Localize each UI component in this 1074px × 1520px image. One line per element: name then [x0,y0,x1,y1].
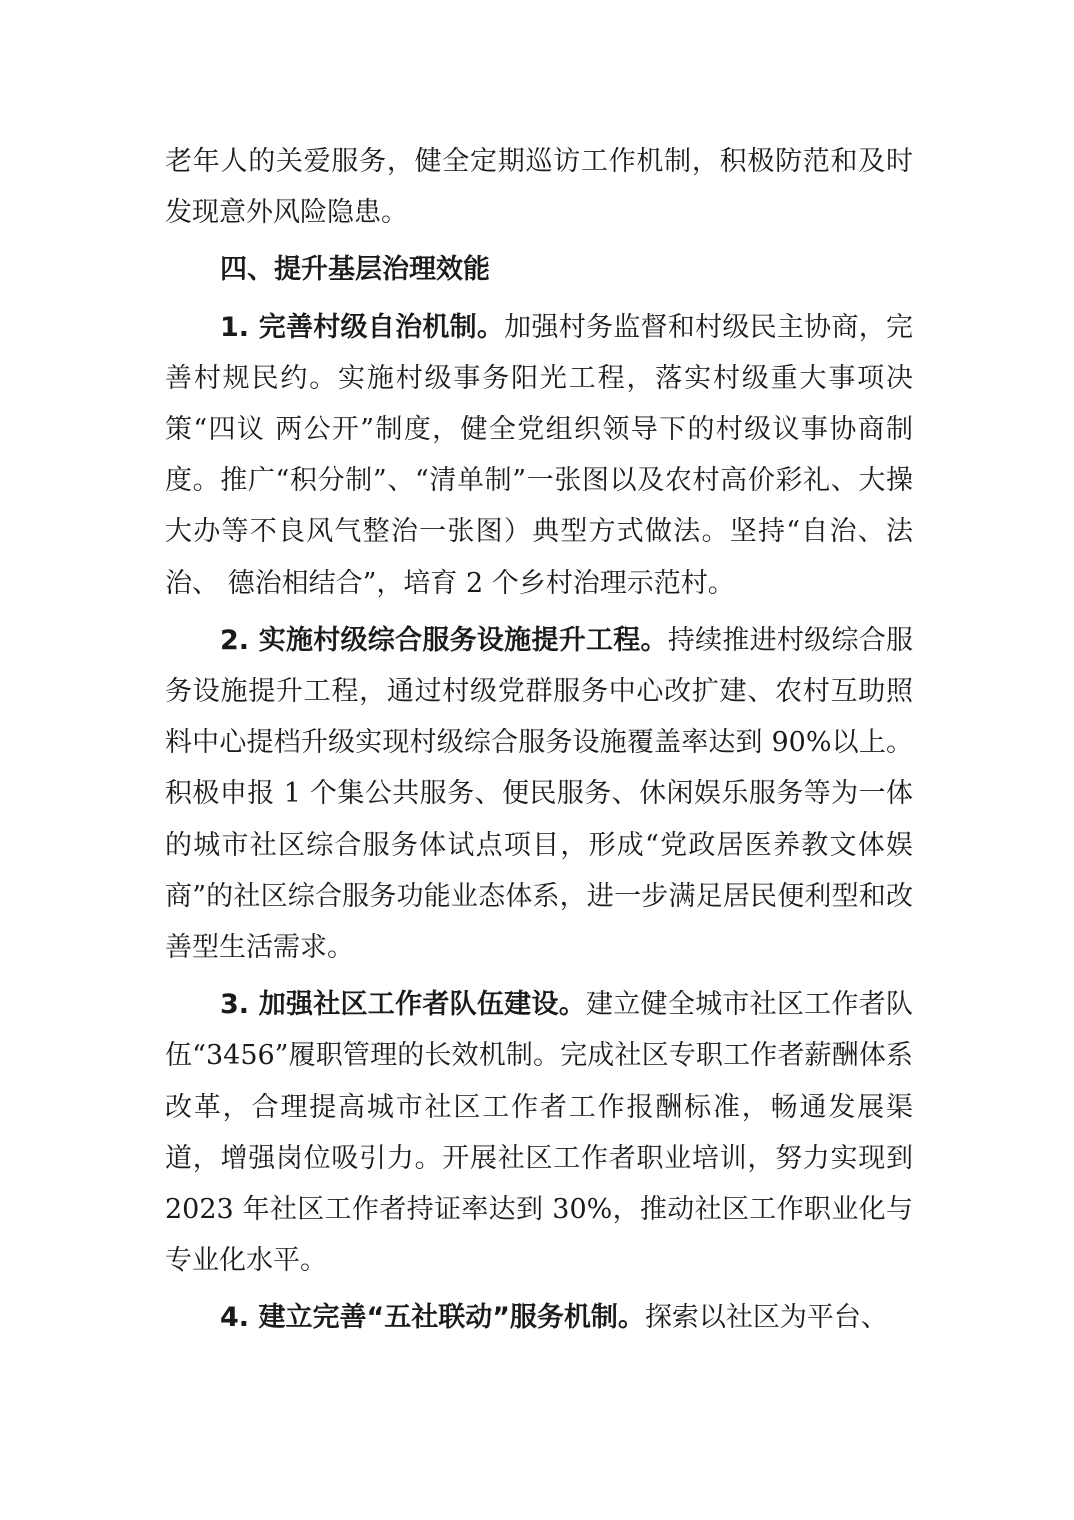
item-paragraph-3 [165,979,913,1286]
item-lead-3: 3. 加强社区工作者队伍建设。 [220,989,586,1021]
item-paragraph-2 [165,615,913,973]
document-body [165,136,913,1344]
item-body-3: 建立健全城市社区工作者队伍“3456”履职管理的长效机制。完成社区专职工作者薪酬体系改革，合理提高城市社区工作者工作报酬标准，畅通发展渠道，增强岗位吸引力。开展社区工作者职业培训，努力实现到 2023 年社区工作者持证率达到 30%，推动社区工作职业化与专业化水平。 [165,989,914,1277]
item-paragraph-1 [165,302,913,609]
section-heading: 四、提升基层治理效能 [220,254,490,286]
intro-paragraph: 老年人的关爱服务，健全定期巡访工作机制，积极防范和及时发现意外风险隐患。 [165,146,913,229]
item-paragraph-4 [165,1292,913,1343]
item-lead-4: 4. 建立完善“五社联动”服务机制。 [220,1302,645,1334]
item-body-4: 探索以社区为平台、 [644,1302,888,1334]
item-lead-2: 2. 实施村级综合服务设施提升工程。 [220,624,668,656]
item-body-2: 持续推进村级综合服务设施提升工程，通过村级党群服务中心改扩建、农村互助照料中心提档升级实现村级综合服务设施覆盖率达到 90%以上。积极申报 1 个集公共服务、便民服务、休闲娱乐服务等为一体的城市社区综合服务体试点项目，形成“党政居医养教文体娱商”的社区综合服务功能业态体系，进一步满足居民便利型和改善型生活需求。 [165,624,913,964]
item-body-1: 加强村务监督和村级民主协商，完 善村规民约。实施村级事务阳光工程，落实村级重大事项决策“四议 两公开”制度，健全党组织领导下的村级议事协商制度。推广“积分制”、“清单制”一张图以及农村高价彩礼、大操大办等不良风气整治一张图）典型方式做法。坚持“自治、法治、 德治相结合”，培育 2 个乡村治理示范村。 [165,311,913,599]
item-lead-1: 1. 完善村级自治机制。 [220,311,505,343]
